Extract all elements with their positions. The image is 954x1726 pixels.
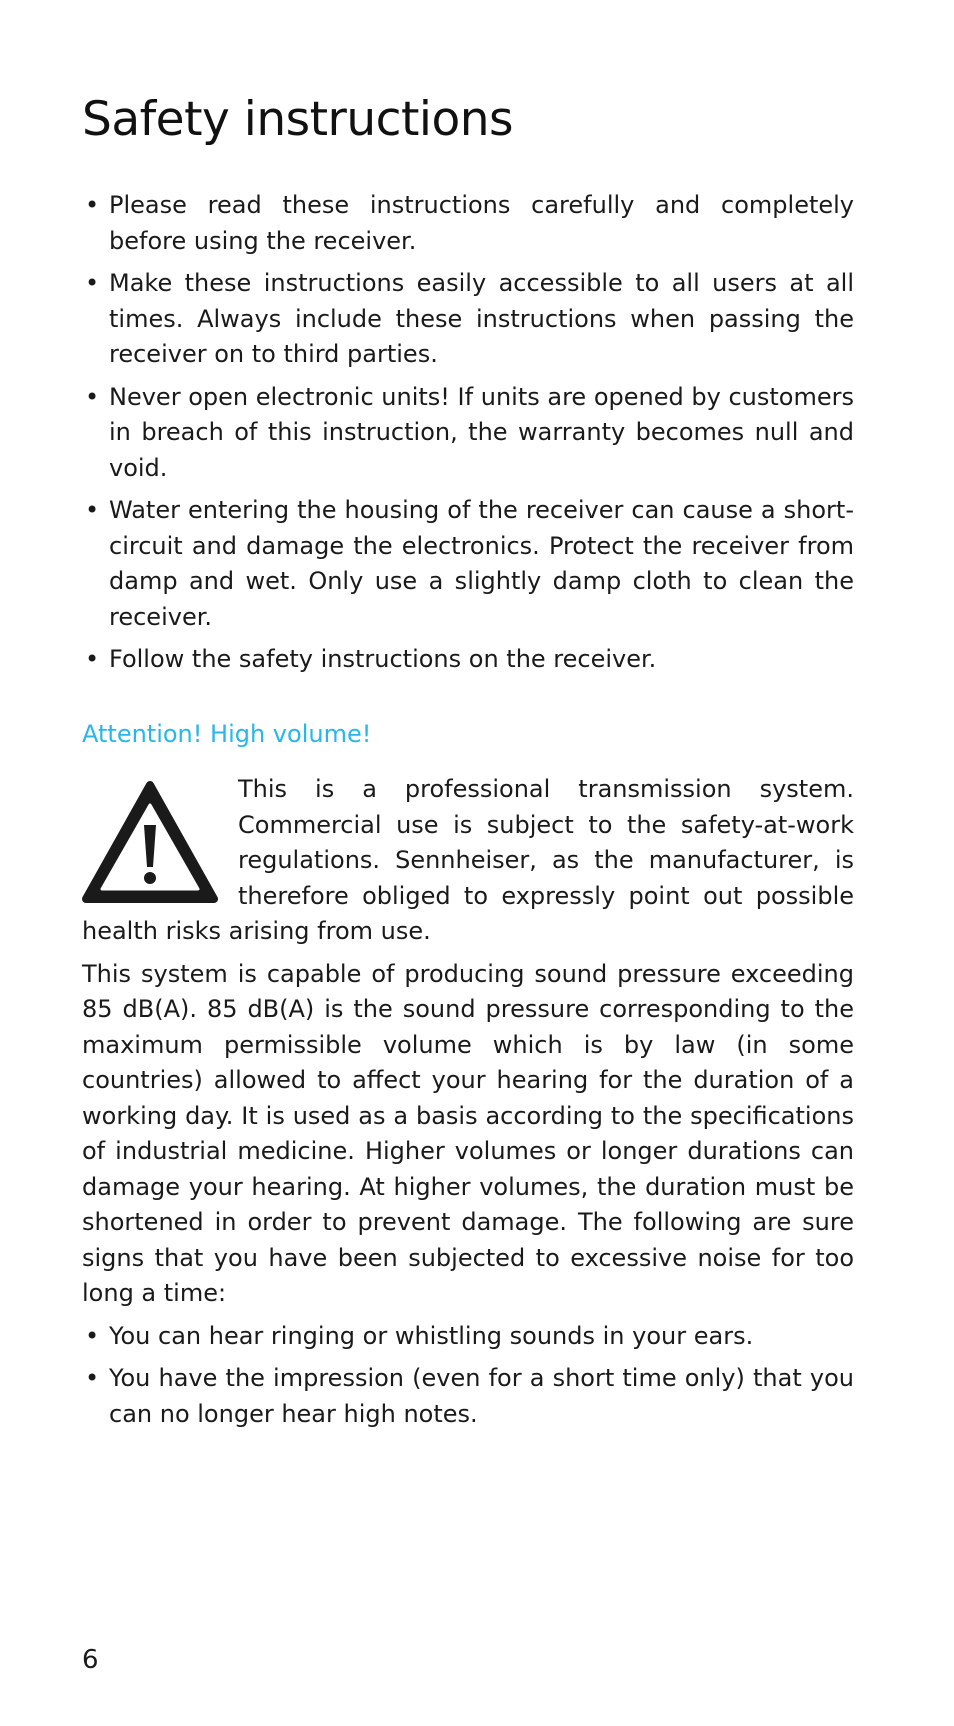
safety-instructions-list (82, 188, 854, 685)
list-item (82, 1361, 854, 1432)
list-item (82, 380, 854, 487)
bullet-icon: • (85, 645, 100, 673)
list-item-text: Never open electronic units! If units are opened by customers in breach of this instruction, the warranty becomes null and void. (109, 382, 854, 482)
list-item-text: You have the impression (even for a short time only) that you can no longer hear high notes. (109, 1364, 854, 1428)
page-title: Safety instructions (82, 92, 514, 147)
list-item-text: Please read these instructions carefully and completely before using the receiver. (109, 191, 854, 255)
attention-section (82, 772, 854, 1439)
list-item-text: Follow the safety instructions on the receiver. (109, 645, 657, 673)
bullet-icon: • (85, 496, 100, 524)
list-item-text: Water entering the housing of the receiver can cause a short-circuit and damage the electronics. Protect the receiver from damp and wet. Only use a slightly damp cloth to clean the receiver. (109, 496, 854, 631)
page-number: 6 (82, 1645, 99, 1675)
attention-body: This system is capable of producing sound pressure exceeding 85 dB(A). 85 dB(A) is the sound pressure corresponding to the maximum permissible volume which is by law (in some countries) allowed to affect your hearing for the duration of a working day. It is used as a basis according to the specifications of industrial medicine. Higher volumes or longer durations can damage your hearing. At higher volumes, the duration must be shortened in order to prevent damage. The following are sure signs that you have been subjected to excessive noise for too long a time: (82, 959, 854, 1307)
list-item (82, 188, 854, 259)
bullet-icon: • (85, 1364, 100, 1392)
list-item-text: Make these instructions easily accessible to all users at all times. Always include these instructions when passing the receiver on to third parties. (109, 269, 854, 368)
bullet-icon: • (85, 1321, 100, 1350)
list-item (82, 642, 854, 678)
bullet-icon: • (85, 269, 100, 297)
bullet-icon: • (85, 382, 100, 411)
attention-heading: Attention! High volume! (82, 720, 372, 748)
attention-intro: This is a professional transmission system. Commercial use is subject to the safety-at-work regulations. Sennheiser, as the manufacturer, is therefore obliged to expressly point out possible health risks arising from use. (82, 775, 854, 945)
bullet-icon: • (85, 191, 100, 219)
list-item (82, 1319, 854, 1355)
hearing-damage-signs-list (82, 1319, 854, 1433)
warning-triangle-icon (82, 781, 218, 905)
list-item-text: You can hear ringing or whistling sounds in your ears. (109, 1321, 754, 1350)
list-item (82, 266, 854, 373)
list-item (82, 493, 854, 635)
